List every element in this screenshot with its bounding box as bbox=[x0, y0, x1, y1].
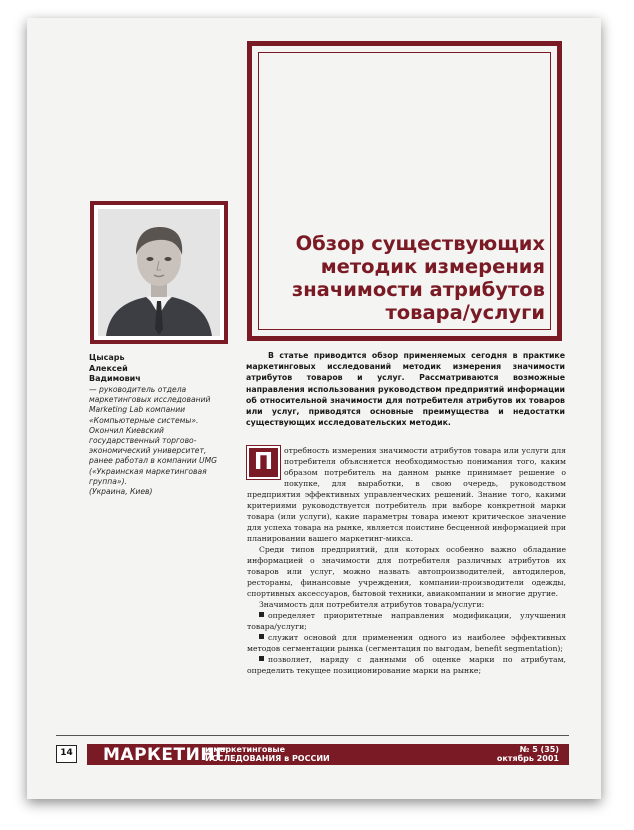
body-paragraph-1: отребность измерения значимости атрибутов товара или услуги для потребителя объясняется необходимостью понимания того, каким образом потребитель на данном рынке принимает решение о покупке, для выработки, в свою очередь, руководством предприятия эффективных управленческих решений. Знание того, какими критериями руководствуется потребитель при выборе конкретной марки товара (или услуги), какие параметры товара имеют критическое значение для успеха товара на рынке, является поистине бесценной информацией при планировании вашего маркетинг-микса. bbox=[247, 446, 566, 543]
body-paragraph-2: Среди типов предприятий, для которых особенно важно обладание информацией о значимости для потребителя различных атрибутов их товаров или услуг, можно назвать автопроизводителей, автодилеров, рестораны, финансовые учреждения, компании-производители одежды, спортивных аксессуаров, бытовой техники, авиакомпании и многие другие. bbox=[247, 545, 566, 598]
magazine-subtitle-line2: ИССЛЕДОВАНИЯ в РОССИИ bbox=[205, 753, 330, 763]
author-portrait-image bbox=[98, 209, 220, 336]
issue-date: октябрь 2001 bbox=[496, 753, 559, 763]
issue-number: № 5 (35) bbox=[519, 745, 559, 754]
bullet-text: позволяет, наряду с данными об оценке марки по атрибутам, определить текущее позиционирование марки на рынке; bbox=[247, 655, 566, 675]
bullet-square-icon bbox=[259, 612, 264, 617]
author-location: (Украина, Киев) bbox=[89, 487, 153, 497]
author-bio-text: — руководитель отдела маркетинговых исследований Marketing Lab компании «Компьютерные системы». Окончил Киевский государственный торгово-экономический университет, ранее работал в компании UMG («Украинская маркетинговая группа»). bbox=[89, 385, 218, 486]
footer-divider bbox=[56, 735, 569, 736]
drop-cap: П bbox=[247, 446, 280, 479]
magazine-banner bbox=[87, 744, 569, 765]
issue-info bbox=[497, 746, 559, 763]
magazine-subtitle bbox=[205, 746, 330, 763]
bullet-square-icon bbox=[259, 634, 264, 639]
body-paragraph-3: Значимость для потребителя атрибутов товара/услуги: bbox=[259, 600, 485, 609]
author-name bbox=[89, 353, 229, 385]
author-surname: Цысарь bbox=[89, 353, 125, 362]
page-number: 14 bbox=[56, 745, 77, 763]
bullet-text: определяет приоритетные направления модификации, улучшения товара/услуги; bbox=[247, 611, 566, 631]
author-bio bbox=[89, 385, 229, 497]
article-title: Обзор существующих методик измерения значимости атрибутов товара/услуги bbox=[291, 232, 545, 324]
bullet-text: служит основой для применения одного из наиболее эффективных методов сегментации рынка (сегментация по выгодам, benefit segmentation); bbox=[247, 633, 566, 653]
article-abstract: В статье приводится обзор применяемых сегодня в практике маркетинговых исследований методик измерения значимости атрибутов товаров и услуг. Рассматриваются возможные направления использования руководством предприятий информации об относительной значимости для потребителя атрибутов их товаров или услуг, приводятся основные преимущества и недостатки существующих исследовательских методик. bbox=[246, 351, 565, 428]
author-photo-frame bbox=[90, 201, 228, 344]
drop-cap-spacer bbox=[247, 445, 284, 481]
bullet-item bbox=[247, 632, 566, 654]
bullet-square-icon bbox=[259, 656, 264, 661]
bullet-item bbox=[247, 610, 566, 632]
author-patronymic: Вадимович bbox=[89, 374, 141, 383]
title-frame bbox=[247, 41, 562, 341]
magazine-title: МАРКЕТИНГ bbox=[103, 745, 227, 765]
article-body bbox=[247, 445, 566, 676]
author-first-name: Алексей bbox=[89, 363, 128, 373]
author-photo bbox=[98, 209, 220, 336]
bullet-item bbox=[247, 654, 566, 676]
magazine-subtitle-line1: и маркетинговые bbox=[205, 745, 286, 754]
magazine-page bbox=[27, 18, 601, 799]
